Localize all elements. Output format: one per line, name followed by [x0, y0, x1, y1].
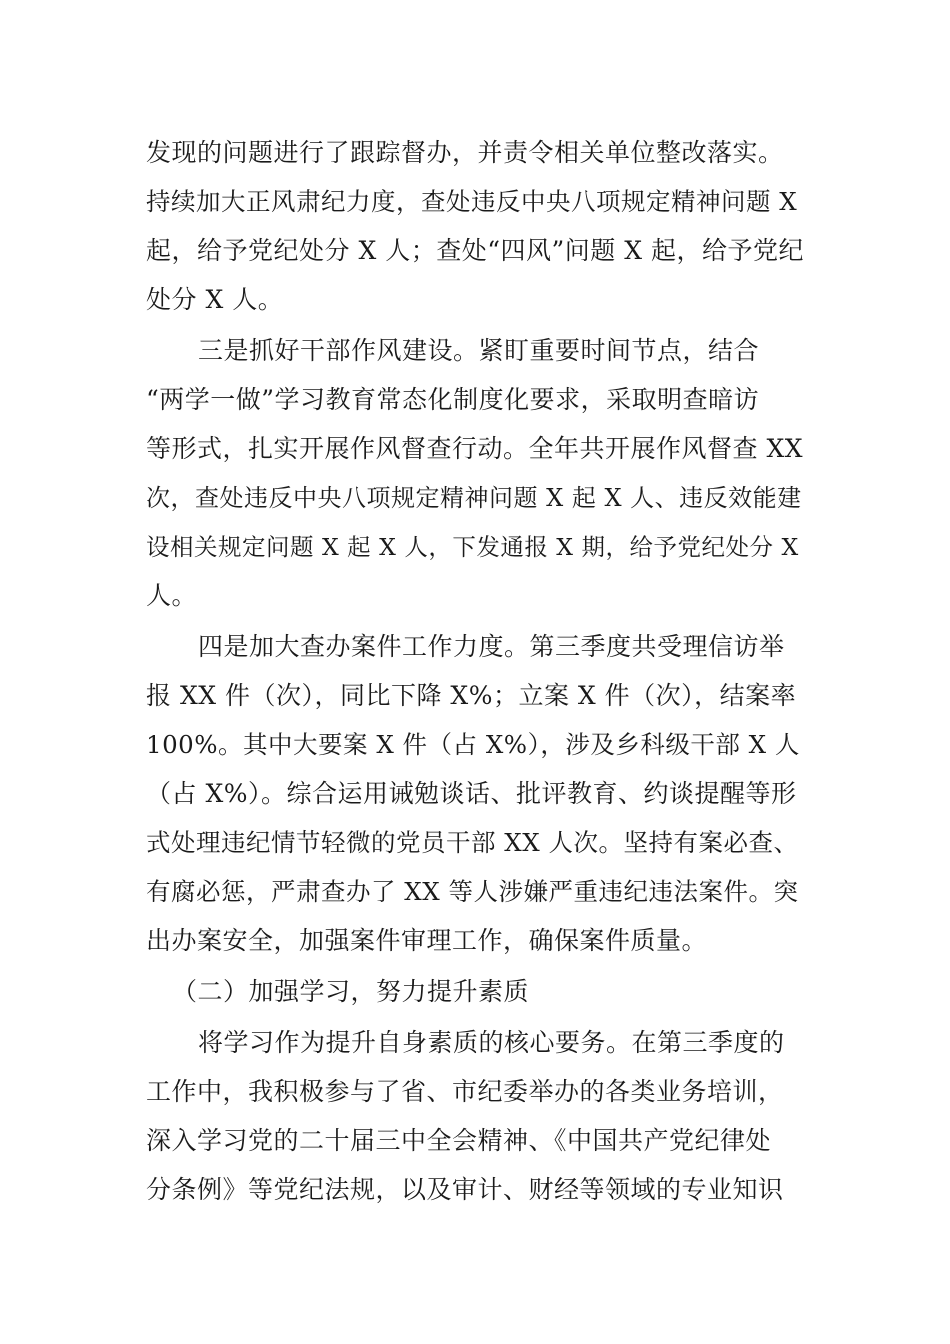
- text-line: 报 XX 件（次），同比下降 X%；立案 X 件（次），结案率: [146, 681, 797, 710]
- text-line: 等形式，扎实开展作风督查行动。全年共开展作风督查 XX: [146, 434, 804, 463]
- text-line: 式处理违纪情节轻微的党员干部 XX 人次。坚持有案必查、: [146, 828, 799, 857]
- text-line: （占 X%）。综合运用诫勉谈话、批评教育、约谈提醒等形: [146, 779, 797, 808]
- text-line: 100%。其中大要案 X 件（占 X%），涉及乡科级干部 X 人: [146, 730, 800, 759]
- text-line: 次，查处违反中央八项规定精神问题 X 起 X 人、违反效能建: [146, 484, 802, 512]
- text-line: 分条例》等党纪法规，以及审计、财经等领域的专业知识: [146, 1175, 784, 1204]
- section-heading: （二）加强学习，努力提升素质: [172, 977, 530, 1006]
- text-line: 出办案安全，加强案件审理工作，确保案件质量。: [146, 926, 708, 955]
- text-line: 深入学习党的二十届三中全会精神、《中国共产党纪律处: [146, 1126, 772, 1155]
- text-line: 处分 X 人。: [146, 285, 284, 314]
- text-line: 持续加大正风肃纪力度，查处违反中央八项规定精神问题 X: [146, 187, 798, 216]
- paragraph-first-line: 三是抓好干部作风建设。紧盯重要时间节点，结合: [198, 336, 760, 365]
- text-line: 起，给予党纪处分 X 人；查处“四风”问题 X 起，给予党纪: [146, 236, 804, 265]
- text-line: 人。: [146, 581, 198, 610]
- paragraph-first-line: 四是加大查办案件工作力度。第三季度共受理信访举: [198, 632, 785, 661]
- text-line: 设相关规定问题 X 起 X 人，下发通报 X 期，给予党纪处分 X: [146, 533, 799, 561]
- text-line: 工作中，我积极参与了省、市纪委举办的各类业务培训，: [146, 1077, 784, 1106]
- text-line: “两学一做”学习教育常态化制度化要求，采取明查暗访: [146, 385, 760, 414]
- paragraph-first-line: 将学习作为提升自身素质的核心要务。在第三季度的: [198, 1028, 785, 1057]
- text-line: 发现的问题进行了跟踪督办，并责令相关单位整改落实。: [146, 138, 784, 167]
- text-line: 有腐必惩，严肃查办了 XX 等人涉嫌严重违纪违法案件。突: [146, 877, 799, 906]
